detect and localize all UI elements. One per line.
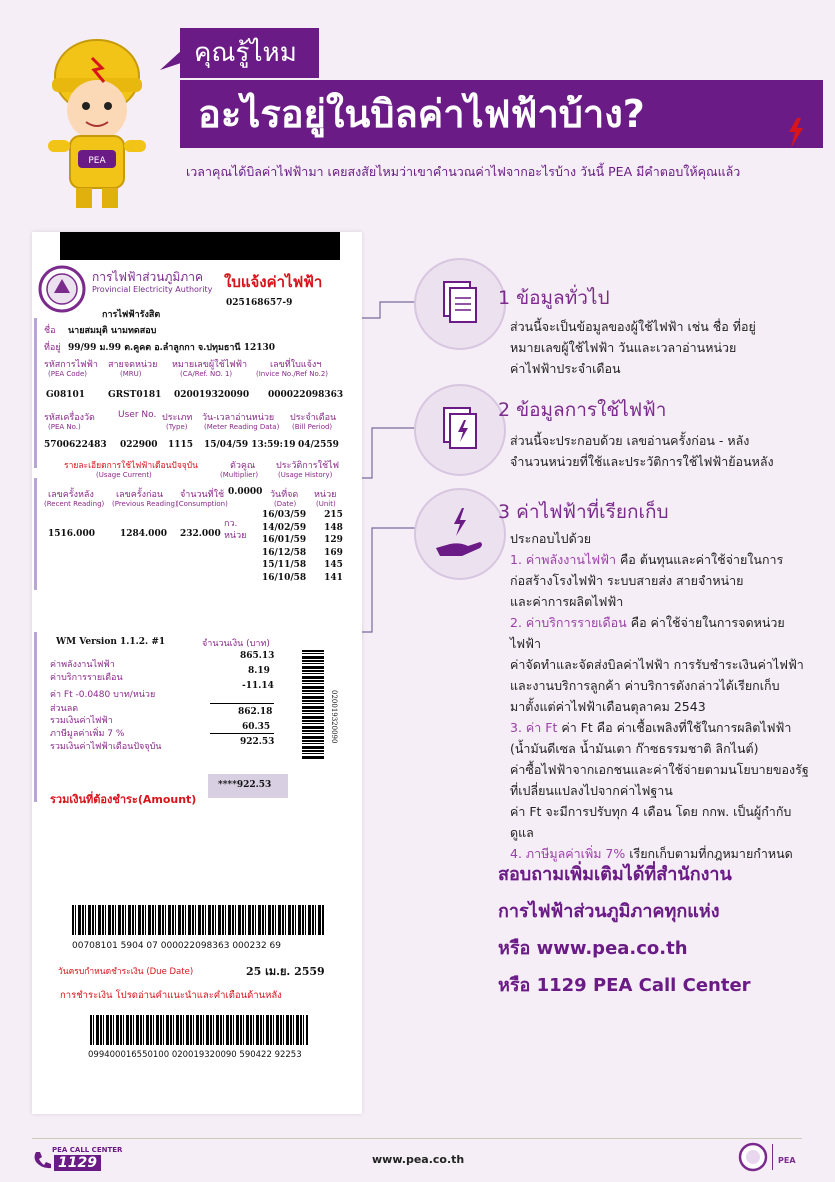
charge-subtotal-label: รวมเงินค่าไฟฟ้า bbox=[50, 716, 113, 726]
charge-item-service: 2. ค่าบริการรายเดือน คือ ค่าใช้จ่ายในการจดหน่วยไฟฟ้า bbox=[510, 615, 785, 651]
header-recent: เลขครั้งหลัง bbox=[48, 490, 94, 500]
charge-item-line: และค่าการผลิตไฟฟ้า bbox=[510, 594, 624, 609]
page-subtitle: เวลาคุณได้บิลค่าไฟฟ้ามา เคยสงสัยไหมว่าเขาคำนวณค่าไฟจากอะไรบ้าง วันนี้ PEA มีคำตอบให้คุณแล้ว bbox=[186, 164, 741, 179]
charge-subtotal-value: 862.18 bbox=[238, 707, 273, 717]
sub-consumption: (Consumption) bbox=[176, 500, 228, 508]
pea-seal-icon bbox=[738, 1142, 768, 1172]
due-date-value: 25 เม.ย. 2559 bbox=[246, 965, 325, 978]
sub-pea-code: (PEA Code) bbox=[48, 370, 88, 378]
sub-meter: (PEA No.) bbox=[48, 423, 81, 431]
value-pea-code: G08101 bbox=[46, 390, 85, 400]
section3-circle bbox=[414, 488, 506, 580]
sub-date: (Date) bbox=[274, 500, 297, 508]
section1-body bbox=[510, 316, 756, 379]
footer-pea-text: PEA bbox=[778, 1156, 796, 1165]
section2-line: ส่วนนี้จะประกอบด้วย เลขอ่านครั้งก่อน - หลัง bbox=[510, 433, 750, 448]
call-center-label: PEA CALL CENTER bbox=[52, 1146, 123, 1154]
charge-energy-value: 865.13 bbox=[240, 651, 275, 661]
sub-type: (Type) bbox=[166, 423, 188, 431]
contact-website-link[interactable]: หรือ www.pea.co.th bbox=[498, 938, 688, 959]
page-title: อะไรอยู่ในบิลค่าไฟฟ้าบ้าง? bbox=[180, 80, 823, 148]
section1-line: หมายเลขผู้ใช้ไฟฟ้า วันและเวลาอ่านหน่วย bbox=[510, 340, 737, 355]
charge-item-line: ค่า Ft จะมีการปรับทุก 4 เดือน โดย กกพ. เป็นผู้กำกับดูแล bbox=[510, 804, 792, 840]
section2-circle bbox=[414, 384, 506, 476]
section1-title: 1 ข้อมูลทั่วไป bbox=[498, 287, 610, 309]
customer-address: 99/99 ม.99 ต.คูคต อ.ลำลูกกา จ.ปทุมธานี 12130 bbox=[68, 343, 276, 353]
previous-reading: 1284.000 bbox=[120, 529, 167, 539]
value-ca-ref: 020019320090 bbox=[174, 390, 250, 400]
charge-vat-label: ภาษีมูลค่าเพิ่ม 7 % bbox=[50, 729, 125, 739]
footer-divider bbox=[32, 1138, 802, 1139]
charge-service-value: 8.19 bbox=[248, 666, 270, 676]
bill-org-en: Provincial Electricity Authority bbox=[92, 285, 213, 294]
header-pea-code: รหัสการไฟฟ้า bbox=[44, 360, 98, 370]
section3-body bbox=[510, 528, 810, 864]
header-consumption: จำนวนที่ใช้ bbox=[180, 490, 225, 500]
value-invoice: 000022098363 bbox=[268, 390, 344, 400]
footer-pea-logo bbox=[738, 1142, 796, 1176]
address-label: ที่อยู่ bbox=[44, 343, 61, 353]
bill-doc-number: 025168657-9 bbox=[226, 298, 293, 308]
history-en: (Usage History) bbox=[278, 471, 333, 479]
charge-total-label: รวมเงินค่าไฟฟ้าเดือนปัจจุบัน bbox=[50, 742, 162, 752]
total-amount-value: ****922.53 bbox=[218, 780, 272, 790]
header-invoice: เลขที่ใบแจ้งฯ bbox=[270, 360, 322, 370]
header-unit: หน่วย bbox=[314, 490, 337, 500]
due-date-label: วันครบกำหนดชำระเงิน (Due Date) bbox=[58, 967, 194, 977]
section1-circle bbox=[414, 258, 506, 350]
history-row: 16/01/59 129 bbox=[262, 535, 343, 545]
header-reading-date: วัน-เวลาอ่านหน่วย bbox=[202, 413, 275, 423]
charge-item-ft: 3. ค่า Ft ค่า Ft คือ ค่าเชื้อเพลิงที่ใช้ในการผลิตไฟฟ้า bbox=[510, 720, 792, 735]
footer-url[interactable]: www.pea.co.th bbox=[372, 1153, 465, 1166]
charge-vat-value: 60.35 bbox=[242, 722, 271, 732]
contact-block bbox=[498, 856, 751, 1004]
sub-ca-ref: (CA/Ref. NO. 1) bbox=[180, 370, 233, 378]
section3-intro: ประกอบไปด้วย bbox=[510, 531, 592, 546]
unit-label: กว. หน่วย bbox=[224, 519, 247, 541]
logo-divider bbox=[772, 1144, 773, 1170]
customer-name: นายสมมุติ นามทดสอบ bbox=[68, 326, 157, 336]
charge-item-line: (น้ำมันดีเซล น้ำมันเตา ก๊าซธรรมชาติ ลิกไนต์) bbox=[510, 741, 759, 756]
header-user-no: User No. bbox=[118, 410, 157, 420]
name-label: ชื่อ bbox=[44, 326, 56, 336]
value-bill-period: 04/2559 bbox=[298, 440, 339, 450]
value-type: 1115 bbox=[168, 440, 194, 450]
history-row: 16/10/58 141 bbox=[262, 572, 343, 583]
history-row: 15/11/58 145 bbox=[262, 560, 343, 570]
charge-ft-value: -11.14 bbox=[242, 681, 274, 691]
charge-discount-label: ส่วนลด bbox=[50, 704, 79, 714]
mascot-badge: PEA bbox=[88, 156, 106, 166]
phone-icon bbox=[32, 1150, 52, 1170]
charge-item-line: ค่าจัดทำและจัดส่งบิลค่าไฟฟ้า การรับชำระเงินค่าไฟฟ้า bbox=[510, 657, 804, 672]
multiplier-label: ตัวคูณ bbox=[230, 461, 256, 471]
total-amount-label: รวมเงินที่ต้องชำระ(Amount) bbox=[50, 793, 197, 806]
usage-title-en: (Usage Current) bbox=[96, 471, 152, 479]
multiplier-value: 0.0000 bbox=[228, 487, 263, 497]
contact-line: สอบถามเพิ่มเติมได้ที่สำนักงาน bbox=[498, 864, 732, 885]
reference-barcode-number: 099400016550100 020019320090 590422 92253 bbox=[88, 1050, 302, 1060]
section2-line: จำนวนหน่วยที่ใช้และประวัติการใช้ไฟฟ้าย้อนหลัง bbox=[510, 454, 774, 469]
charge-item-energy: 1. ค่าพลังงานไฟฟ้า คือ ต้นทุนและค่าใช้จ่ายในการ bbox=[510, 552, 784, 567]
call-center-number: 1129 bbox=[54, 1155, 101, 1171]
contact-call-center: หรือ 1129 PEA Call Center bbox=[498, 975, 751, 996]
header-ca-ref: หมายเลขผู้ใช้ไฟฟ้า bbox=[172, 360, 248, 370]
header-meter: รหัสเครื่องวัด bbox=[44, 413, 95, 423]
bill-branch: การไฟฟ้ารังสิต bbox=[102, 310, 161, 320]
vertical-barcode-number: 020019320090 bbox=[330, 690, 338, 744]
lightning-document-icon bbox=[416, 386, 504, 474]
bill-org-th: การไฟฟ้าส่วนภูมิภาค bbox=[92, 270, 203, 284]
charge-item-line: ค่าซื้อไฟฟ้าจากเอกชนและค่าใช้จ่ายตามนโยบายของรัฐ bbox=[510, 762, 809, 777]
value-meter: 5700622483 bbox=[44, 440, 107, 450]
documents-icon bbox=[416, 260, 504, 348]
section2-body bbox=[510, 430, 774, 472]
header-previous: เลขครั้งก่อน bbox=[116, 490, 163, 500]
history-row: 16/03/59 215 bbox=[262, 510, 343, 520]
hand-lightning-icon bbox=[416, 490, 504, 578]
section1-line: ค่าไฟฟ้าประจำเดือน bbox=[510, 361, 621, 376]
sub-reading-date: (Meter Reading Data) bbox=[204, 423, 280, 431]
bill-doc-title: ใบแจ้งค่าไฟฟ้า bbox=[224, 273, 323, 291]
value-mru: GRST0181 bbox=[108, 390, 162, 400]
charge-energy-label: ค่าพลังงานไฟฟ้า bbox=[50, 660, 115, 670]
value-reading-date: 15/04/59 13:59:19 bbox=[204, 440, 296, 450]
sub-unit: (Unit) bbox=[316, 500, 336, 508]
contact-line: การไฟฟ้าส่วนภูมิภาคทุกแห่ง bbox=[498, 901, 720, 922]
charge-total-value: 922.53 bbox=[240, 737, 275, 747]
multiplier-en: (Multiplier) bbox=[220, 471, 259, 479]
section1-line: ส่วนนี้จะเป็นข้อมูลของผู้ใช้ไฟฟ้า เช่น ชื่อ ที่อยู่ bbox=[510, 319, 756, 334]
charge-item-line: มาตั้งแต่ค่าไฟฟ้าเดือนตุลาคม 2543 bbox=[510, 699, 706, 714]
sub-bill-period: (Bill Period) bbox=[292, 423, 333, 431]
history-row: 16/12/58 169 bbox=[262, 547, 343, 558]
history-label: ประวัติการใช้ไฟ bbox=[276, 461, 340, 471]
charge-ft-label: ค่า Ft -0.0480 บาท/หน่วย bbox=[50, 690, 156, 700]
sub-invoice: (Invice No./Ref No.2) bbox=[256, 370, 329, 378]
consumption-value: 232.000 bbox=[180, 529, 221, 539]
history-row: 14/02/59 148 bbox=[262, 522, 343, 533]
charge-service-label: ค่าบริการรายเดือน bbox=[50, 673, 123, 683]
charge-item-vat: 4. ภาษีมูลค่าเพิ่ม 7% เรียกเก็บตามที่กฎหมายกำหนด bbox=[510, 846, 793, 861]
header-mru: สายจดหน่วย bbox=[108, 360, 158, 370]
recent-reading: 1516.000 bbox=[48, 529, 95, 539]
bill-version: WM Version 1.1.2. #1 bbox=[56, 637, 166, 647]
usage-title: รายละเอียดการใช้ไฟฟ้าเดือนปัจจุบัน bbox=[64, 461, 198, 471]
charge-item-line: ก่อสร้างโรงไฟฟ้า ระบบสายส่ง สายจำหน่าย bbox=[510, 573, 744, 588]
payment-barcode-number: 00708101 5904 07 000022098363 000232 69 bbox=[72, 941, 281, 951]
question-banner: คุณรู้ไหม bbox=[180, 28, 319, 78]
amount-header: จำนวนเงิน (บาท) bbox=[202, 639, 270, 649]
charge-item-line: ที่เปลี่ยนแปลงไปจากค่าไฟฐาน bbox=[510, 783, 673, 798]
section3-title: 3 ค่าไฟฟ้าที่เรียกเก็บ bbox=[498, 501, 669, 523]
charge-item-line: และงานบริการลูกค้า ค่าบริการดังกล่าวได้เรียกเก็บ bbox=[510, 678, 780, 693]
header-bill-period: ประจำเดือน bbox=[290, 413, 337, 423]
sub-recent: (Recent Reading) bbox=[44, 500, 105, 508]
value-user-no: 022900 bbox=[120, 440, 158, 450]
payment-note: การชำระเงิน โปรดอ่านคำแนะนำและคำเตือนด้านหลัง bbox=[60, 990, 282, 1001]
header-type: ประเภท bbox=[162, 413, 193, 423]
sub-mru: (MRU) bbox=[120, 370, 142, 378]
header-date: วันที่จด bbox=[270, 490, 299, 500]
section2-title: 2 ข้อมูลการใช้ไฟฟ้า bbox=[498, 399, 667, 421]
sub-previous: (Previous Reading) bbox=[112, 500, 178, 508]
